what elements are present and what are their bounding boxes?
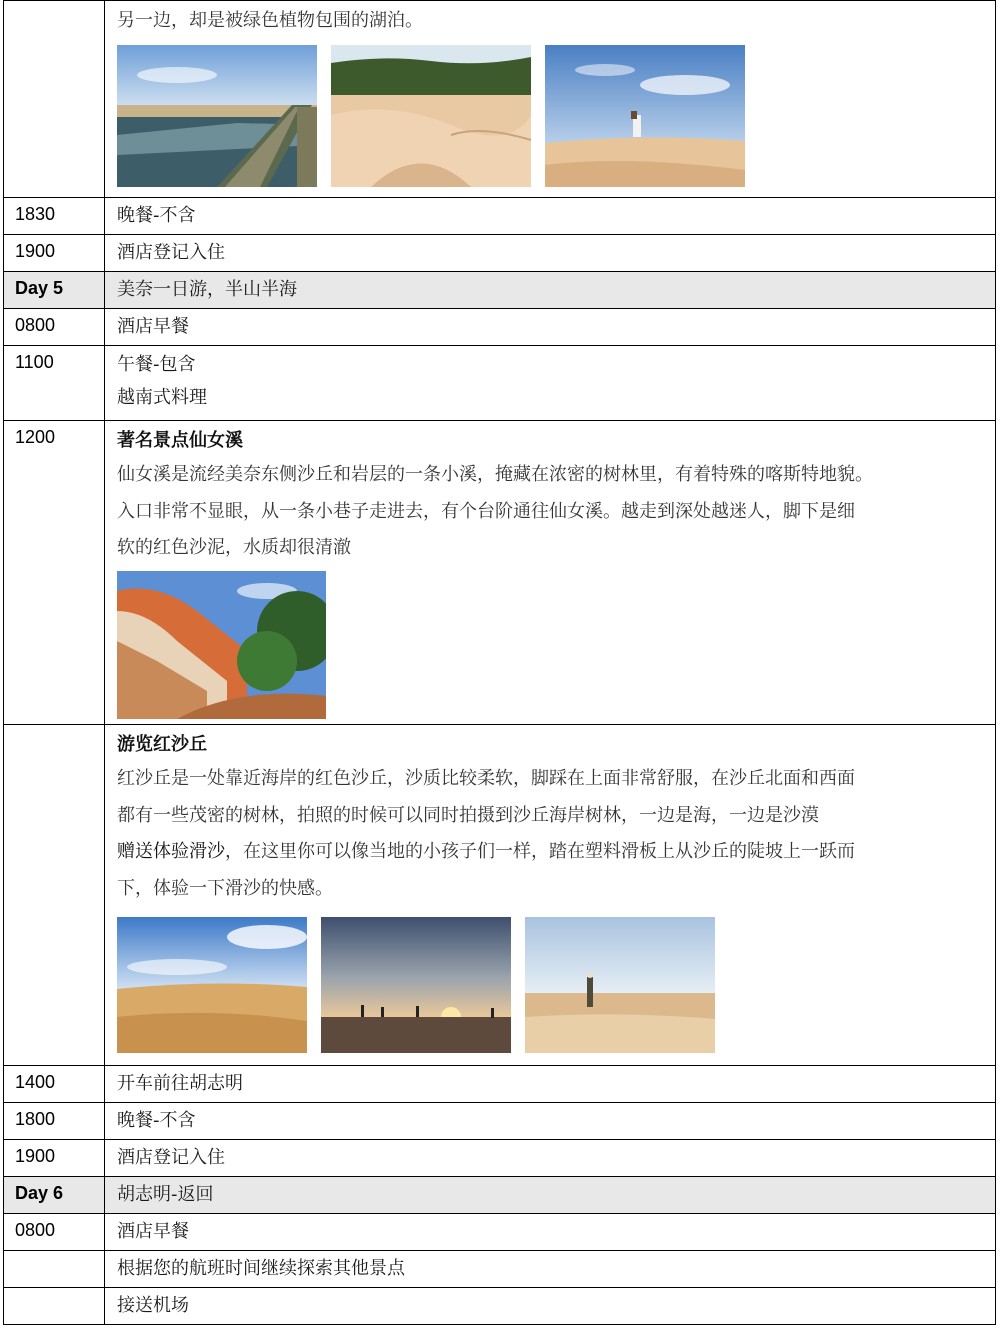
attraction-description-line: 红沙丘是一处靠近海岸的红色沙丘，沙质比较柔软，脚踩在上面非常舒服，在沙丘北面和西面	[117, 768, 855, 789]
content-cell	[105, 1251, 996, 1288]
attraction-description-line: 下，体验一下滑沙的快感。	[117, 877, 333, 899]
time-cell: 1100	[4, 346, 105, 421]
row-text: 美奈一日游，半山半海	[117, 279, 297, 300]
table-row	[4, 725, 996, 1066]
table-row	[4, 346, 996, 421]
day-header-row	[4, 272, 996, 309]
attraction-description-line: 入口非常不显眼，从一条小巷子走进去，有个台阶通往仙女溪。越走到深处越迷人，脚下是细	[117, 500, 855, 522]
content-cell	[105, 421, 996, 725]
time-cell	[4, 725, 105, 1066]
fairy-stream-photo	[117, 571, 326, 719]
day-label: Day 6	[4, 1177, 105, 1214]
itinerary-table	[3, 0, 996, 1325]
content-cell	[105, 198, 996, 235]
content-cell	[105, 1, 996, 198]
time-cell: 0800	[4, 309, 105, 346]
row-text: 酒店登记入住	[117, 242, 225, 263]
day-title	[105, 1177, 996, 1214]
table-row	[4, 235, 996, 272]
row-text: 晚餐-不含	[117, 205, 196, 226]
attraction-description-text: ，在这里你可以像当地的小孩子们一样，踏在塑料滑板上从沙丘的陡坡上一跃而	[225, 841, 855, 862]
walker-desert-photo	[525, 917, 715, 1053]
row-text: 酒店早餐	[117, 316, 189, 337]
content-cell	[105, 1288, 996, 1325]
content-cell	[105, 1066, 996, 1103]
row-text: 酒店早餐	[117, 1221, 189, 1242]
time-cell: 1900	[4, 235, 105, 272]
content-cell	[105, 235, 996, 272]
time-cell: 1800	[4, 1103, 105, 1140]
attraction-heading: 著名景点仙女溪	[117, 430, 243, 451]
attraction-description-line: 软的红色沙泥，水质却很清澈	[117, 537, 351, 558]
content-cell	[105, 725, 996, 1066]
attraction-description-line: 都有一些茂密的树林，拍照的时候可以同时拍摄到沙丘海岸树林，一边是海，一边是沙漠	[117, 804, 819, 826]
content-cell	[105, 1103, 996, 1140]
intro-text: 另一边，却是被绿色植物包围的湖泊。	[117, 10, 423, 31]
photo-strip	[117, 571, 985, 719]
content-cell	[105, 1214, 996, 1251]
table-row	[4, 1103, 996, 1140]
table-row	[4, 1251, 996, 1288]
time-cell	[4, 1, 105, 198]
table-row	[4, 1288, 996, 1325]
row-text: 越南式料理	[117, 387, 207, 408]
sand-dune-sky-photo	[117, 917, 307, 1053]
time-cell: 1400	[4, 1066, 105, 1103]
content-cell	[105, 346, 996, 421]
attraction-description-line: 仙女溪是流经美奈东侧沙丘和岩层的一条小溪，掩藏在浓密的树林里，有着特殊的喀斯特地貌。	[117, 464, 873, 485]
photo-strip	[117, 917, 985, 1053]
boardwalk-sea-photo	[117, 45, 317, 187]
time-cell: 1200	[4, 421, 105, 725]
time-cell: 1900	[4, 1140, 105, 1177]
row-text: 接送机场	[117, 1295, 189, 1316]
row-text: 根据您的航班时间继续探索其他景点	[117, 1258, 405, 1279]
time-cell: 1830	[4, 198, 105, 235]
table-row	[4, 1, 996, 198]
content-cell	[105, 309, 996, 346]
time-cell	[4, 1251, 105, 1288]
table-row	[4, 1066, 996, 1103]
desert-horse-photo	[545, 45, 745, 187]
table-row	[4, 309, 996, 346]
table-row	[4, 1214, 996, 1251]
time-cell: 0800	[4, 1214, 105, 1251]
table-row	[4, 1140, 996, 1177]
free-activity-highlight: 赠送体验滑沙	[117, 841, 225, 862]
sunset-dune-photo	[321, 917, 511, 1053]
table-row	[4, 421, 996, 725]
table-row	[4, 198, 996, 235]
row-text: 晚餐-不含	[117, 1110, 196, 1131]
forest-dunes-photo	[331, 45, 531, 187]
row-text: 午餐-包含	[117, 354, 196, 375]
day-title	[105, 272, 996, 309]
attraction-description-line	[117, 834, 985, 871]
content-cell	[105, 1140, 996, 1177]
attraction-heading: 游览红沙丘	[117, 734, 207, 755]
row-text: 开车前往胡志明	[117, 1073, 243, 1094]
day-label: Day 5	[4, 272, 105, 309]
row-text: 酒店登记入住	[117, 1147, 225, 1168]
row-text: 胡志明-返回	[117, 1184, 214, 1205]
day-header-row	[4, 1177, 996, 1214]
photo-strip	[117, 45, 985, 187]
time-cell	[4, 1288, 105, 1325]
